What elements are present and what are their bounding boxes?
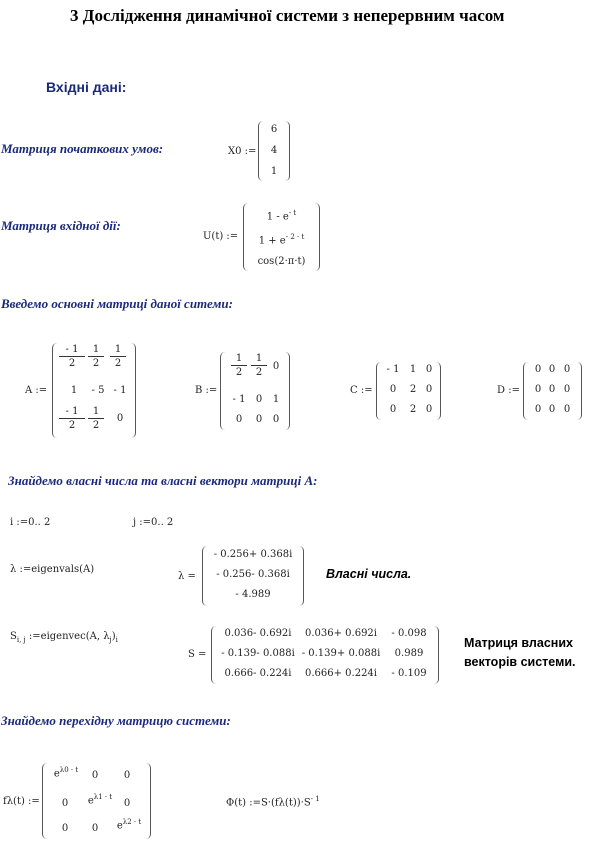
matrix-cell: 0 — [272, 361, 280, 372]
matrix-cell: $1 + e^{- 2 \cdot t}$ — [258, 233, 305, 247]
c-matrix — [376, 362, 441, 420]
matrix-cell: 0 — [563, 404, 571, 415]
matrix-cell: - 1 — [113, 385, 127, 396]
x0-label: Матриця початкових умов: — [1, 141, 164, 156]
x0-matrix — [258, 121, 290, 181]
u-definition: U(t) := — [203, 231, 239, 242]
matrix-cell: 1 — [409, 364, 417, 375]
matrix-cell: 0 — [563, 364, 571, 375]
matrix-cell: 6 — [270, 124, 278, 135]
matrix-cell: 0 — [123, 798, 131, 809]
matrix-cell: 0 — [272, 414, 280, 425]
matrix-cell: 0 — [548, 384, 556, 395]
matrix-cell: 0 — [389, 404, 397, 415]
matrix-cell: 0 — [235, 414, 243, 425]
a-matrix — [52, 343, 136, 438]
matrix-cell: 0 — [116, 413, 124, 424]
u-label: Матриця вхідної дії: — [1, 218, 121, 233]
matrix-cell: 0.666- 0.224i — [224, 668, 292, 679]
matrix-cell: $\frac{1}{2}$ — [231, 353, 247, 379]
eigen-heading: Знайдемо власні числа та власні вектори матриці A: — [8, 473, 318, 488]
matrices-heading: Введемо основні матриці даної ситеми: — [1, 296, 233, 311]
x0-definition: X0 := — [228, 146, 257, 157]
eigenvectors-note-line2: векторів системи. — [464, 655, 576, 669]
matrix-cell: - 5 — [91, 385, 105, 396]
matrix-cell: - 0.256+ 0.368i — [213, 549, 293, 560]
matrix-cell: 4 — [270, 145, 278, 156]
f-lambda-definition: fλ(t) := — [3, 796, 40, 807]
a-definition: A := — [25, 385, 48, 396]
page-title: 3 Дослідження динамічної системи з неперервним часом — [70, 6, 505, 25]
matrix-cell: 0 — [548, 364, 556, 375]
matrix-cell: $\frac{1}{2}$ — [88, 344, 104, 370]
matrix-cell: 0 — [123, 770, 131, 781]
matrix-cell: $\frac{- 1}{2}$ — [59, 406, 85, 432]
matrix-cell: 0.666+ 0.224i — [304, 668, 377, 679]
matrix-cell: $1 - e^{- t}$ — [266, 209, 297, 223]
matrix-cell: 0 — [91, 770, 99, 781]
matrix-cell: 0 — [389, 384, 397, 395]
s-definition: $S_{i, j}$ :=eigenvec(A, $\lambda_j)_i$ — [10, 631, 118, 644]
lambda-result-label: λ = — [178, 571, 196, 582]
lambda-definition: λ :=eigenvals(A) — [10, 564, 95, 575]
d-definition: D := — [497, 385, 520, 396]
matrix-cell: $e^{\lambda 0 \cdot t}$ — [53, 766, 79, 780]
matrix-cell: - 0.109 — [391, 668, 427, 679]
matrix-cell: - 0.098 — [391, 628, 427, 639]
lambda-vector — [202, 546, 304, 606]
matrix-cell: 0 — [534, 404, 542, 415]
matrix-cell: - 0.256- 0.368i — [216, 569, 290, 580]
d-matrix — [523, 362, 582, 420]
matrix-cell: - 0.139- 0.088i — [221, 648, 295, 659]
matrix-cell: 0 — [255, 414, 263, 425]
matrix-cell: 0 — [534, 384, 542, 395]
matrix-cell: 0 — [425, 384, 433, 395]
matrix-cell: 0 — [61, 798, 69, 809]
matrix-cell: $\frac{1}{2}$ — [88, 406, 104, 432]
transition-heading: Знайдемо перехідну матрицю системи: — [1, 713, 231, 728]
phi-definition: Φ(t) $:=S\cdot(f\lambda(t))\cdot S^{- 1}$ — [226, 795, 320, 809]
f-lambda-matrix — [42, 763, 151, 839]
matrix-cell: $e^{\lambda 1 \cdot t}$ — [87, 793, 113, 807]
b-matrix — [220, 352, 290, 430]
matrix-cell: - 0.139+ 0.088i — [301, 648, 381, 659]
matrix-cell: 1 — [272, 394, 280, 405]
matrix-cell: 2 — [409, 404, 417, 415]
matrix-cell: 0 — [425, 404, 433, 415]
matrix-cell: $\frac{1}{2}$ — [251, 353, 267, 379]
matrix-cell: 0 — [91, 823, 99, 834]
matrix-cell: $\frac{- 1}{2}$ — [59, 344, 85, 370]
s-matrix — [211, 626, 439, 684]
matrix-cell: 0 — [255, 394, 263, 405]
matrix-cell: cos(2·π·t) — [257, 256, 306, 267]
matrix-cell: $\frac{1}{2}$ — [110, 344, 126, 370]
matrix-cell: 0.036- 0.692i — [224, 628, 292, 639]
matrix-cell: 1 — [270, 166, 278, 177]
matrix-cell: - 1 — [386, 364, 400, 375]
matrix-cell: 0.989 — [394, 648, 424, 659]
u-matrix — [243, 203, 320, 271]
s-result-label: S = — [188, 649, 207, 660]
matrix-cell: 0 — [61, 823, 69, 834]
eigenvalues-note: Власні числа. — [326, 567, 412, 581]
matrix-cell: $e^{\lambda 2 \cdot t}$ — [116, 818, 142, 832]
matrix-cell: - 1 — [232, 394, 246, 405]
eigenvectors-note-line1: Матриця власних — [464, 636, 573, 650]
matrix-cell: 0 — [548, 404, 556, 415]
matrix-cell: 0 — [534, 364, 542, 375]
input-data-heading: Вхідні дані: — [46, 79, 127, 95]
matrix-cell: 1 — [70, 385, 78, 396]
j-range: j :=0.. 2 — [133, 517, 174, 528]
b-definition: B := — [195, 385, 218, 396]
matrix-cell: 2 — [409, 384, 417, 395]
matrix-cell: 0.036+ 0.692i — [304, 628, 377, 639]
matrix-cell: - 4.989 — [235, 589, 271, 600]
c-definition: C := — [350, 385, 373, 396]
matrix-cell: 0 — [425, 364, 433, 375]
i-range: i :=0.. 2 — [10, 517, 51, 528]
matrix-cell: 0 — [563, 384, 571, 395]
